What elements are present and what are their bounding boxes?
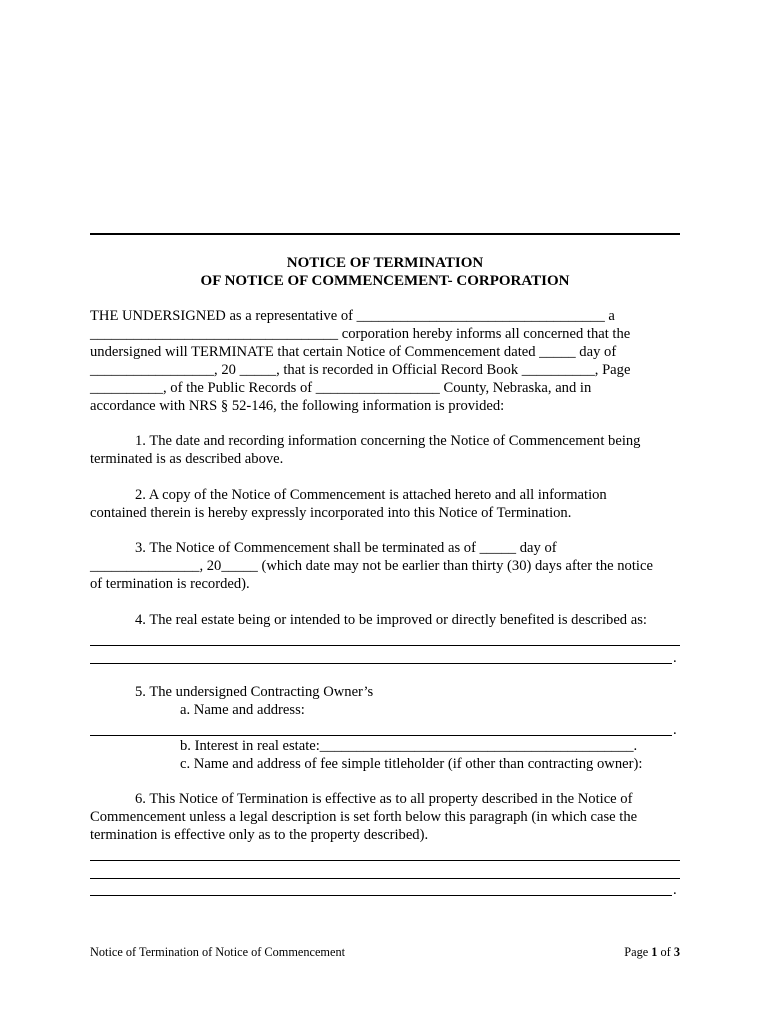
item3-line-1: 3. The Notice of Commencement shall be terminated as of _____ day of bbox=[135, 540, 557, 556]
intro-line-4: _________________, 20 _____, that is recorded in Official Record Book __________, Page bbox=[90, 362, 631, 378]
item6-line-1: 6. This Notice of Termination is effective as to all property described in the Notice of bbox=[135, 791, 633, 807]
page-of: of bbox=[660, 945, 671, 959]
page-current: 1 bbox=[651, 945, 658, 959]
item4-end-mark: . bbox=[673, 650, 677, 666]
item3-line-2: _______________, 20_____ (which date may not be earlier than thirty (30) days after the notice bbox=[90, 558, 653, 574]
item3-line-3: of termination is recorded). bbox=[90, 576, 250, 592]
intro-line-1: THE UNDERSIGNED as a representative of __________________________________ a bbox=[90, 308, 615, 324]
item4-blank-line-2 bbox=[90, 663, 672, 664]
item2-line-2: contained therein is hereby expressly incorporated into this Notice of Termination. bbox=[90, 505, 572, 521]
document-title-line1: NOTICE OF TERMINATION bbox=[286, 255, 484, 271]
page-total: 3 bbox=[673, 945, 680, 959]
intro-line-3: undersigned will TERMINATE that certain Notice of Commencement dated _____ day of bbox=[90, 344, 617, 360]
intro-line-5: __________, of the Public Records of _________________ County, Nebraska, and in bbox=[90, 380, 592, 396]
item6-blank-line-2 bbox=[90, 878, 680, 879]
item5-a-blank-line bbox=[90, 735, 672, 736]
item6-line-3: termination is effective only as to the property described). bbox=[90, 827, 429, 843]
intro-line-6: accordance with NRS § 52-146, the following information is provided: bbox=[90, 398, 505, 414]
item6-line-2: Commencement unless a legal description is set forth below this paragraph (in which case the bbox=[90, 809, 638, 825]
footer-document-name: Notice of Termination of Notice of Commencement bbox=[90, 945, 346, 959]
document-title-line2: OF NOTICE OF COMMENCEMENT- CORPORATION bbox=[200, 273, 570, 289]
item5-a-end-mark: . bbox=[673, 722, 677, 738]
item4-line-1: 4. The real estate being or intended to be improved or directly benefited is described as: bbox=[135, 612, 647, 628]
footer-page-number bbox=[560, 944, 680, 960]
intro-line-2: __________________________________ corporation hereby informs all concerned that the bbox=[90, 326, 631, 342]
item2-line-1: 2. A copy of the Notice of Commencement is attached hereto and all information bbox=[135, 487, 607, 503]
item5-sub-b: b. Interest in real estate:___________________________________________. bbox=[180, 738, 638, 754]
item5-sub-a: a. Name and address: bbox=[180, 702, 305, 718]
item6-blank-line-3 bbox=[90, 895, 672, 896]
item5-heading: 5. The undersigned Contracting Owner’s bbox=[135, 684, 374, 700]
item4-blank-line-1 bbox=[90, 645, 680, 646]
page-label: Page bbox=[624, 945, 649, 959]
item5-sub-c: c. Name and address of fee simple titleholder (if other than contracting owner): bbox=[180, 756, 643, 772]
header-rule bbox=[90, 233, 680, 235]
item6-end-mark: . bbox=[673, 882, 677, 898]
item1-line-2: terminated is as described above. bbox=[90, 451, 284, 467]
item6-blank-line-1 bbox=[90, 860, 680, 861]
item1-line-1: 1. The date and recording information concerning the Notice of Commencement being bbox=[135, 433, 641, 449]
